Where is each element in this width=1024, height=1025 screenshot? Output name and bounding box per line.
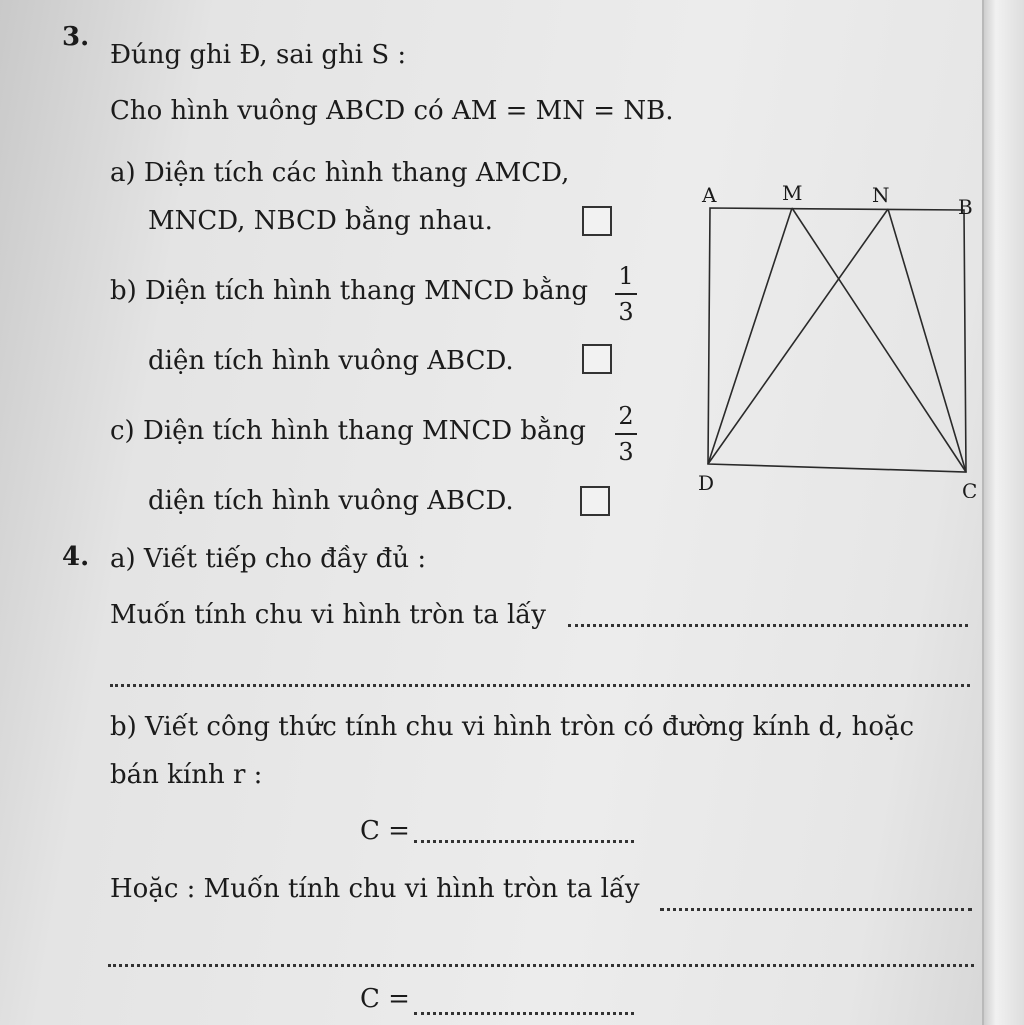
label-n: N [872, 183, 890, 207]
formula1-label: C = [360, 816, 410, 846]
q3-given: Cho hình vuông ABCD có AM = MN = NB. [110, 96, 674, 126]
q3c-line1: c) Diện tích hình thang MNCD bằng [110, 416, 586, 446]
segment-md [708, 208, 792, 464]
label-b: B [958, 195, 973, 219]
label-a: A [702, 183, 717, 207]
q3-instruction: Đúng ghi Đ, sai ghi S : [110, 40, 407, 70]
q4b-line2: bán kính r : [110, 760, 263, 790]
q4a-fill-line-1[interactable] [568, 624, 968, 627]
square-figure [690, 178, 990, 498]
q3-number: 3. [62, 22, 90, 52]
q4a-fill-line-2[interactable] [110, 684, 970, 687]
q3b-line2: diện tích hình vuông ABCD. [148, 346, 514, 376]
q4-number: 4. [62, 542, 90, 572]
label-d: D [698, 471, 715, 495]
q3b-line1: b) Diện tích hình thang MNCD bằng [110, 276, 589, 306]
segment-mc [792, 208, 966, 472]
label-m: M [782, 181, 803, 205]
label-c: C [962, 479, 978, 498]
formula1-fill-line[interactable] [414, 840, 634, 843]
q3a-line2: MNCD, NBCD bằng nhau. [148, 206, 493, 236]
q3b-denominator: 3 [618, 298, 634, 326]
q3b-answer-box[interactable] [582, 344, 612, 374]
q4a-text: Muốn tính chu vi hình tròn ta lấy [110, 600, 546, 630]
q3c-line2: diện tích hình vuông ABCD. [148, 486, 514, 516]
segment-nc [888, 209, 966, 472]
q3a-line1: a) Diện tích các hình thang AMCD, [110, 158, 570, 188]
q3c-denominator: 3 [618, 438, 634, 466]
formula2-fill-line[interactable] [414, 1012, 634, 1015]
formula2-label: C = [360, 984, 410, 1014]
q4b-line1: b) Viết công thức tính chu vi hình tròn có đường kính d, hoặc [110, 712, 915, 742]
q3b-fraction [615, 262, 637, 326]
q4b-or-fill-line-1[interactable] [660, 908, 972, 911]
q3c-fraction [615, 402, 637, 466]
q3c-answer-box[interactable] [580, 486, 610, 516]
q3b-numerator: 1 [618, 262, 634, 290]
segment-nd [708, 209, 888, 464]
q4a-title: a) Viết tiếp cho đầy đủ : [110, 544, 427, 574]
page-edge [982, 0, 1024, 1025]
q4b-or-text: Hoặc : Muốn tính chu vi hình tròn ta lấy [110, 874, 640, 904]
q4b-or-fill-line-2[interactable] [108, 964, 974, 967]
q3a-answer-box[interactable] [582, 206, 612, 236]
q3c-numerator: 2 [618, 402, 634, 430]
